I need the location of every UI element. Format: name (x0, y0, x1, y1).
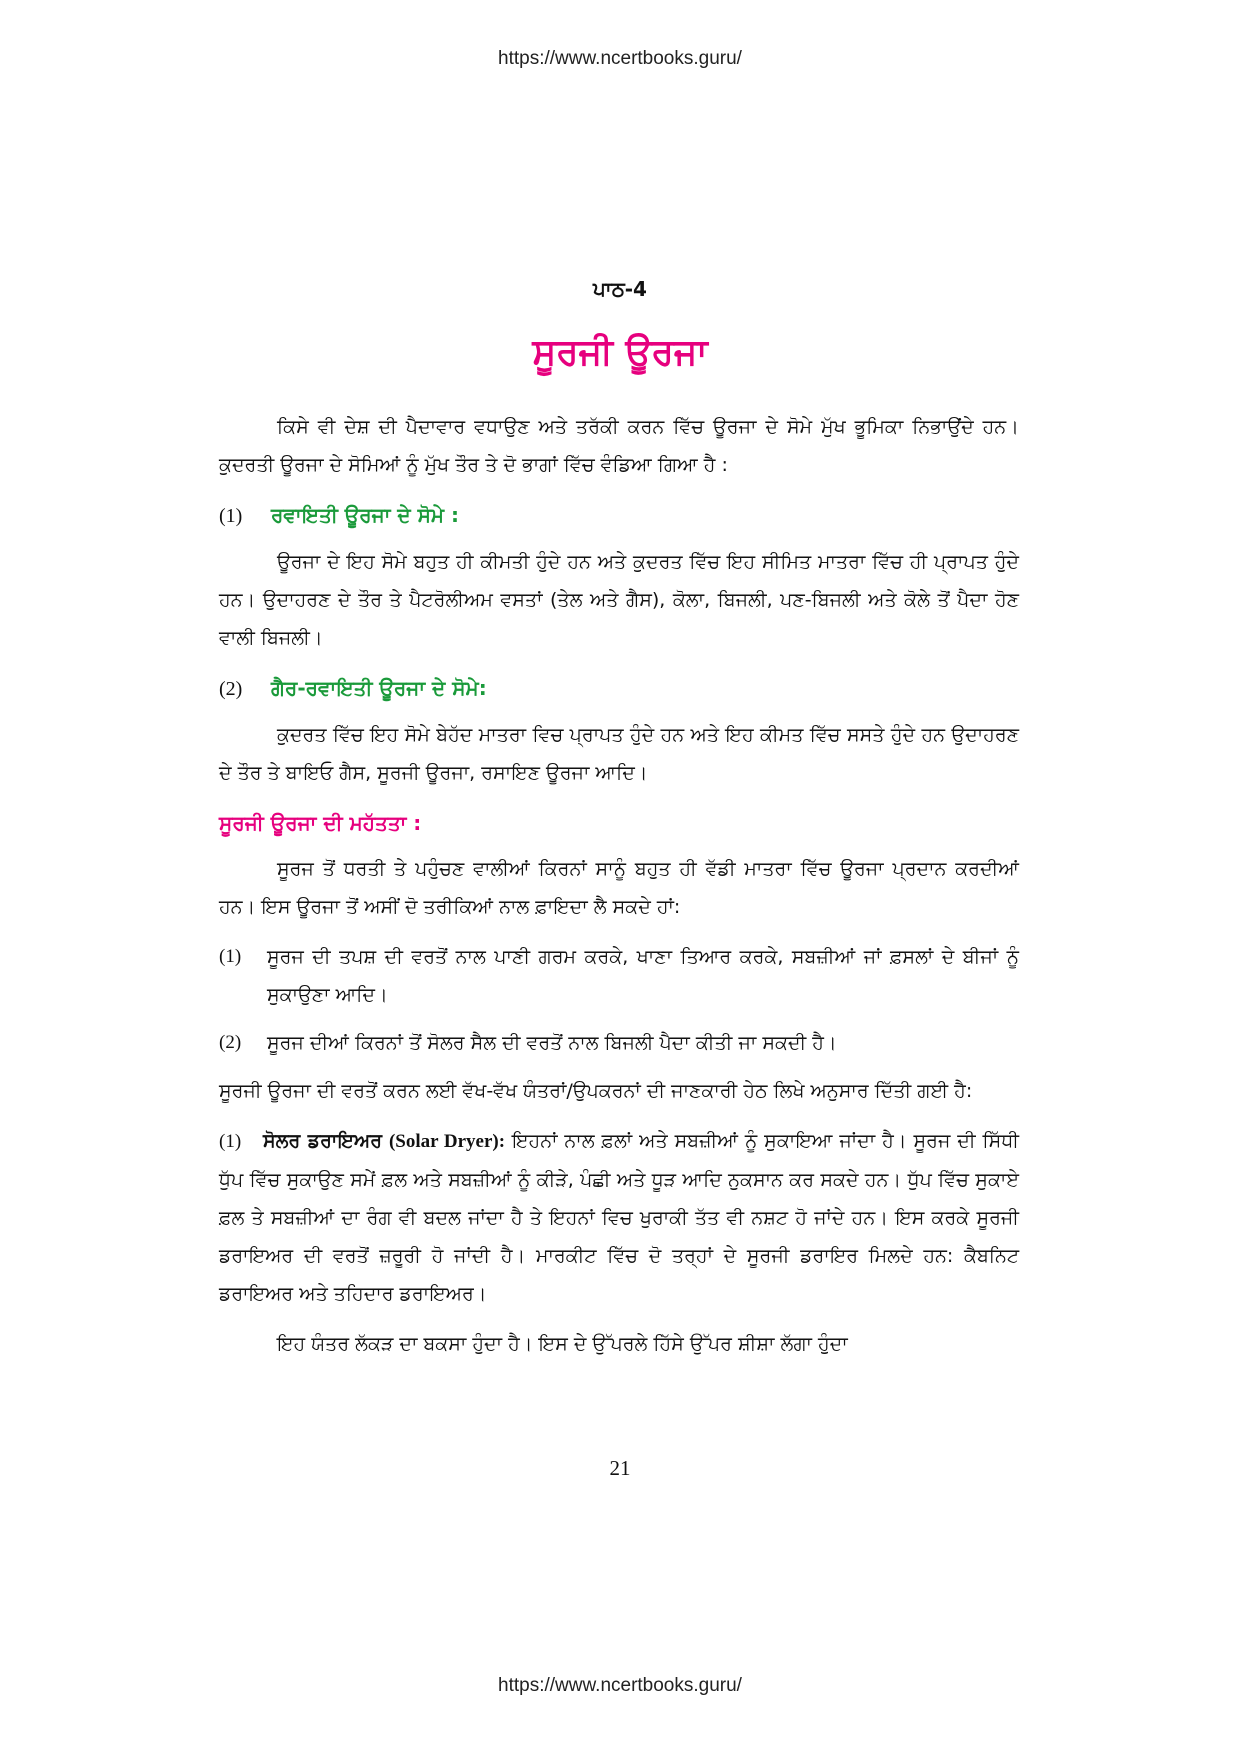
solar-dryer-paragraph (219, 1122, 1019, 1313)
chapter-label: ਪਾਠ-4 (593, 277, 647, 301)
page-title: ਸੂਰਜੀ ਊਰਜਾ (532, 332, 708, 373)
section2-heading (219, 669, 1019, 708)
importance-paragraph: ਸੂਰਜ ਤੋਂ ਧਰਤੀ ਤੇ ਪਹੁੰਚਣ ਵਾਲੀਆਂ ਕਿਰਨਾਂ ਸਾਨੂੰ ਬਹੁਤ ਹੀ ਵੱਡੀ ਮਾਤਰਾ ਵਿੱਚ ਊਰਜਾ ਪ੍ਰਦਾਨ ਕਰਦੀਆਂ ਹਨ। ਇਸ ਊਰਜਾ ਤੋਂ ਅਸੀਂ ਦੋ ਤਰੀਕਿਆਂ ਨਾਲ ਫ਼ਾਇਦਾ ਲੈ ਸਕਦੇ ਹਾਂ: (219, 858, 1019, 918)
header-url[interactable]: https://www.ncertbooks.guru/ (498, 48, 742, 69)
list-item (219, 938, 1019, 1014)
list-item-number: (1) (219, 946, 242, 967)
section1-number: (1) (219, 505, 243, 527)
last-paragraph: ਇਹ ਯੰਤਰ ਲੱਕੜ ਦਾ ਬਕਸਾ ਹੁੰਦਾ ਹੈ। ਇਸ ਦੇ ਉੱਪਰਲੇ ਹਿੱਸੇ ਉੱਪਰ ਸ਼ੀਸ਼ਾ ਲੱਗਾ ਹੁੰਦਾ (277, 1333, 848, 1355)
content-body (219, 408, 1019, 1375)
solar-dryer-text: ਇਹਨਾਂ ਨਾਲ ਫ਼ਲਾਂ ਅਤੇ ਸਬਜ਼ੀਆਂ ਨੂੰ ਸੁਕਾਇਆ ਜਾਂਦਾ ਹੈ। ਸੂਰਜ ਦੀ ਸਿੱਧੀ ਧੁੱਪ ਵਿੱਚ ਸੁਕਾਉਣ ਸਮੇਂ ਫ਼ਲ ਅਤੇ ਸਬਜ਼ੀਆਂ ਨੂੰ ਕੀੜੇ, ਪੰਛੀ ਅਤੇ ਧੂੜ ਆਦਿ ਨੁਕਸਾਨ ਕਰ ਸਕਦੇ ਹਨ। ਧੁੱਪ ਵਿੱਚ ਸੁਕਾਏ ਫ਼ਲ ਤੇ ਸਬਜ਼ੀਆਂ ਦਾ ਰੰਗ ਵੀ ਬਦਲ ਜਾਂਦਾ ਹੈ ਤੇ ਇਹਨਾਂ ਵਿਚ ਖੁਰਾਕੀ ਤੱਤ ਵੀ ਨਸ਼ਟ ਹੋ ਜਾਂਦੇ ਹਨ। ਇਸ ਕਰਕੇ ਸੂਰਜੀ ਡਰਾਇਅਰ ਦੀ ਵਰਤੋਂ ਜ਼ਰੂਰੀ ਹੋ ਜਾਂਦੀ ਹੈ। ਮਾਰਕੀਟ ਵਿੱਚ ਦੋ ਤਰ੍ਹਾਂ ਦੇ ਸੂਰਜੀ ਡਰਾਇਰ ਮਿਲਦੇ ਹਨ: ਕੈਬਨਿਟ ਡਰਾਇਅਰ ਅਤੇ ਤਹਿਦਾਰ ਡਰਾਇਅਰ। (219, 1130, 1020, 1305)
list-item (219, 1024, 1019, 1062)
section1-title: ਰਵਾਇਤੀ ਊਰਜਾ ਦੇ ਸੋਮੇ : (271, 503, 460, 527)
section2-paragraph: ਕੁਦਰਤ ਵਿੱਚ ਇਹ ਸੋਮੇ ਬੇਹੱਦ ਮਾਤਰਾ ਵਿਚ ਪ੍ਰਾਪਤ ਹੁੰਦੇ ਹਨ ਅਤੇ ਇਹ ਕੀਮਤ ਵਿੱਚ ਸਸਤੇ ਹੁੰਦੇ ਹਨ ਉਦਾਹਰਣ ਦੇ ਤੌਰ ਤੇ ਬਾਇਓ ਗੈਸ, ਸੂਰਜੀ ਊਰਜਾ, ਰਸਾਇਣ ਊਰਜਾ ਆਦਿ। (219, 724, 1019, 784)
section1-heading (219, 496, 1019, 535)
section1-paragraph: ਊਰਜਾ ਦੇ ਇਹ ਸੋਮੇ ਬਹੁਤ ਹੀ ਕੀਮਤੀ ਹੁੰਦੇ ਹਨ ਅਤੇ ਕੁਦਰਤ ਵਿੱਚ ਇਹ ਸੀਮਿਤ ਮਾਤਰਾ ਵਿੱਚ ਹੀ ਪ੍ਰਾਪਤ ਹੁੰਦੇ ਹਨ। ਉਦਾਹਰਣ ਦੇ ਤੌਰ ਤੇ ਪੈਟਰੋਲੀਅਮ ਵਸਤਾਂ (ਤੇਲ ਅਤੇ ਗੈਸ), ਕੋਲਾ, ਬਿਜਲੀ, ਪਣ-ਬਿਜਲੀ ਅਤੇ ਕੋਲੇ ਤੋਂ ਪੈਦਾ ਹੋਣ ਵਾਲੀ ਬਿਜਲੀ। (219, 551, 1019, 649)
devices-intro-paragraph: ਸੂਰਜੀ ਊਰਜਾ ਦੀ ਵਰਤੋਂ ਕਰਨ ਲਈ ਵੱਖ-ਵੱਖ ਯੰਤਰਾਂ/ਉਪਕਰਨਾਂ ਦੀ ਜਾਣਕਾਰੀ ਹੇਠ ਲਿਖੇ ਅਨੁਸਾਰ ਦਿੱਤੀ ਗਈ ਹੈ: (219, 1080, 973, 1102)
list-item-text: ਸੂਰਜ ਦੀ ਤਪਸ਼ ਦੀ ਵਰਤੋਂ ਨਾਲ ਪਾਣੀ ਗਰਮ ਕਰਕੇ, ਖਾਣਾ ਤਿਆਰ ਕਰਕੇ, ਸਬਜ਼ੀਆਂ ਜਾਂ ਫ਼ਸਲਾਂ ਦੇ ਬੀਜਾਂ ਨੂੰ ਸੁਕਾਉਣਾ ਆਦਿ। (267, 946, 1019, 1006)
page-number: 21 (609, 1456, 631, 1480)
section2-number: (2) (219, 678, 243, 700)
list-item-number: (2) (219, 1032, 242, 1053)
solar-dryer-label: ਸੋਲਰ ਡਰਾਇਅਰ (263, 1130, 382, 1152)
section2-title: ਗੈਰ-ਰਵਾਇਤੀ ਊਰਜਾ ਦੇ ਸੋਮੇ: (271, 676, 487, 700)
solar-dryer-number: (1) (219, 1131, 242, 1152)
solar-dryer-label-english: (Solar Dryer): (388, 1131, 506, 1152)
importance-heading: ਸੂਰਜੀ ਊਰਜਾ ਦੀ ਮਹੱਤਤਾ : (219, 811, 422, 835)
intro-paragraph: ਕਿਸੇ ਵੀ ਦੇਸ਼ ਦੀ ਪੈਦਾਵਾਰ ਵਧਾਉਣ ਅਤੇ ਤਰੱਕੀ ਕਰਨ ਵਿੱਚ ਊਰਜਾ ਦੇ ਸੋਮੇ ਮੁੱਖ ਭੂਮਿਕਾ ਨਿਭਾਉਂਦੇ ਹਨ। ਕੁਦਰਤੀ ਊਰਜਾ ਦੇ ਸੋਮਿਆਂ ਨੂੰ ਮੁੱਖ ਤੌਰ ਤੇ ਦੋ ਭਾਗਾਂ ਵਿੱਚ ਵੰਡਿਆ ਗਿਆ ਹੈ : (219, 416, 1019, 476)
footer-url[interactable]: https://www.ncertbooks.guru/ (498, 1675, 742, 1696)
list-item-text: ਸੂਰਜ ਦੀਆਂ ਕਿਰਨਾਂ ਤੋਂ ਸੋਲਰ ਸੈਲ ਦੀ ਵਰਤੋਂ ਨਾਲ ਬਿਜਲੀ ਪੈਦਾ ਕੀਤੀ ਜਾ ਸਕਦੀ ਹੈ। (267, 1032, 837, 1054)
